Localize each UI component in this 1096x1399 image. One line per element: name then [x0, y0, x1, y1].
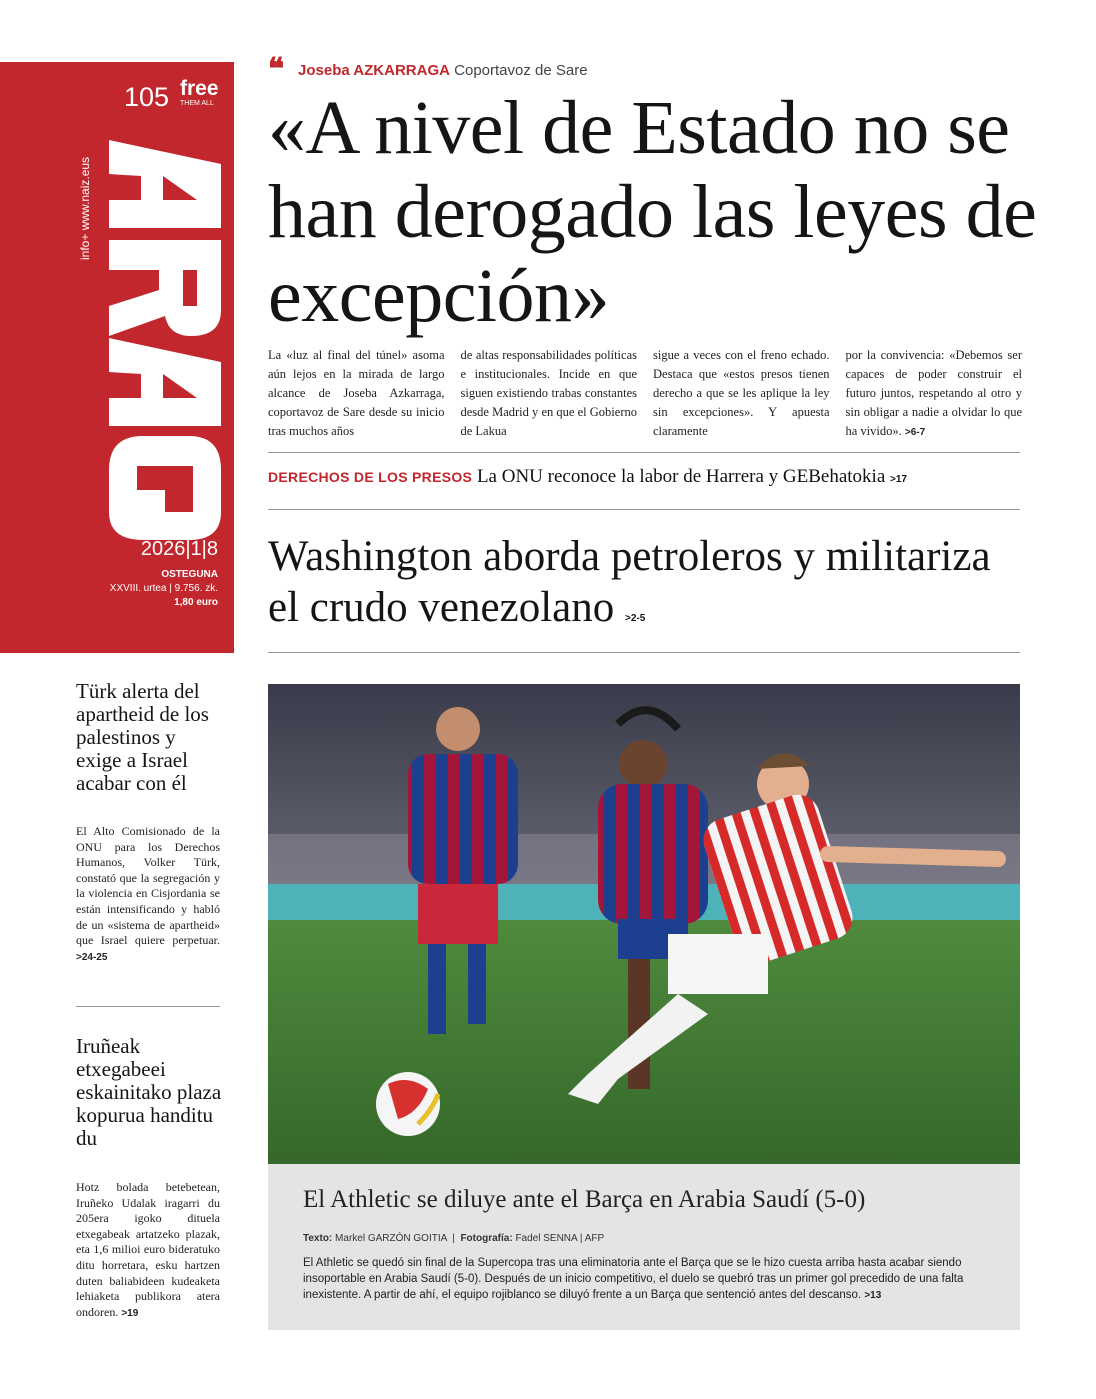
photo-credit-label: Fotografía:	[460, 1233, 513, 1244]
gara-logo	[105, 140, 227, 540]
brief[interactable]	[268, 466, 907, 488]
lead-column: por la convivencia: «Debemos ser capaces de poder construir el futuro juntos, respetando al otro y sin obligar a nadie a olvidar lo que ha vivido». >6-7	[845, 348, 1022, 438]
left-story-headline[interactable]: Türk alerta del apartheid de los palestinos y exige a Israel acabar con él	[76, 679, 209, 795]
divider	[268, 509, 1020, 510]
photo-story-body: El Athletic se quedó sin final de la Supercopa tras una eliminatoria ante el Barça que se le hizo cuesta arriba hasta acabar siendo insoportable en Arabia Saudí (5-0). Después de un inicio competitivo, el duelo se quebró tras un primer gol precedido de una falta inexistente. A partir de ahí, el equipo rojiblanco se diluyó frente a un Barça que sentenció antes del descanso. >13	[303, 1257, 964, 1301]
divider	[76, 1006, 220, 1007]
brief-text: La ONU reconoce la labor de Harrera y GEBehatokia	[476, 466, 886, 487]
photo-story-title[interactable]: El Athletic se diluye ante el Barça en Arabia Saudí (5-0)	[303, 1186, 866, 1213]
gara-logo-mark	[105, 140, 227, 540]
brief-kicker: DERECHOS DE LOS PRESOS	[268, 469, 473, 485]
text-credit-label: Texto:	[303, 1233, 333, 1244]
second-story[interactable]	[268, 531, 1028, 644]
lead-column: de altas responsabilidades políticas e institucionales. Incide en que siguen existiendo trabas constantes desde Madrid y en que el Gobierno de Lakua	[460, 348, 637, 438]
brief-page-ref[interactable]: >17	[890, 474, 907, 485]
divider	[268, 452, 1020, 453]
football-photo-illustration	[268, 684, 1020, 1164]
second-headline: Washington aborda petroleros y militariza el crudo venezolano	[268, 533, 991, 631]
price: 1,80 euro	[174, 597, 218, 608]
text-credit-author: Markel GARZÓN GOITIA	[335, 1233, 447, 1244]
website-text: info+ www.naiz.eus	[78, 156, 92, 260]
quote-mark-icon: ❝	[268, 52, 285, 87]
left-story-page-ref[interactable]: >19	[121, 1307, 139, 1319]
divider	[268, 652, 1020, 653]
lead-column: sigue a veces con el freno echado. Destaca que «estos presos tienen derecho a que se les aplique la ley sin excepciones». Y apuesta claramente	[653, 348, 830, 438]
left-story-body: Hotz bolada betebetean, Iruñeko Udalak iragarri du 205era igoko dituela etxegabeak artatzeko plazak, eta 1,6 milioi euro bideratuko ditu horretara, esku hartzen duten baliabideen kudeaketa lehiaketa publikora atera ondoren. >19	[76, 1180, 220, 1319]
speaker-name: Joseba AZKARRAGA	[298, 62, 450, 79]
left-story-headline[interactable]: Iruñeak etxegabeei eskainitako plaza kopurua handitu du	[76, 1034, 222, 1150]
speaker	[298, 62, 588, 79]
speaker-role: Coportavoz de Sare	[454, 62, 588, 79]
issue-number: 105	[124, 82, 170, 112]
left-story-page-ref[interactable]: >24-25	[76, 951, 108, 963]
second-page-ref[interactable]: >2-5	[624, 613, 646, 624]
lead-column: La «luz al final del túnel» asoma aún lejos en la mirada de largo alcance de Joseba Azkarraga, coportavoz de Sare desde su inicio tras muchos años	[268, 348, 445, 438]
lead-body	[268, 346, 1022, 442]
weekday: OSTEGUNA	[161, 569, 218, 580]
lead-page-ref[interactable]: >6-7	[904, 427, 926, 438]
photo-credit-author: Fadel SENNA | AFP	[515, 1233, 605, 1244]
free-sublabel: THEM ALL	[180, 100, 214, 107]
masthead	[0, 62, 234, 653]
football-photo	[268, 684, 1020, 1164]
lead-headline[interactable]: «A nivel de Estado no se han derogado las leyes de excepción»	[268, 86, 1037, 338]
photo-caption	[268, 1164, 1020, 1330]
photo-credits: Texto: Markel GARZÓN GOITIA | Fotografía: Fadel SENNA | AFP	[303, 1233, 605, 1244]
issue-date: 2026|1|8	[140, 538, 218, 560]
photo-story-page-ref[interactable]: >13	[864, 1290, 882, 1301]
free-label: free	[180, 77, 219, 100]
left-story-body: El Alto Comisionado de la ONU para los Derechos Humanos, Volker Türk, constató que la segregación y la violencia en Cisjordania se están intensificando y habló de un «sistema de apartheid» que Israel quiere perpetuar. >24-25	[76, 824, 220, 963]
issue-line: XXVIII. urtea | 9.756. zk.	[109, 583, 218, 594]
